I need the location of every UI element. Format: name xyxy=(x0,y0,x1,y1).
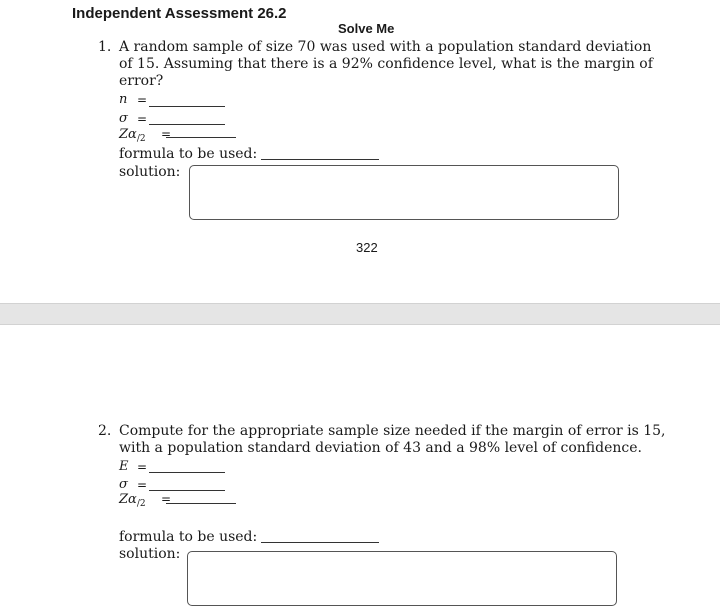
formula-answer-blank[interactable] xyxy=(261,542,379,543)
sigma-answer-blank[interactable] xyxy=(149,124,225,125)
question-text-line: A random sample of size 70 was used with a population standard deviation xyxy=(119,39,652,55)
assessment-title: Independent Assessment 26.2 xyxy=(72,5,287,22)
solution-answer-box[interactable] xyxy=(189,165,619,220)
question-number: 2. xyxy=(98,423,112,439)
variable-sigma-label: σ xyxy=(119,111,128,126)
equals-sign: = xyxy=(137,460,148,474)
formula-answer-blank[interactable] xyxy=(261,159,379,160)
question-text-line: error? xyxy=(119,73,164,89)
z-answer-blank[interactable] xyxy=(166,503,236,504)
n-answer-blank[interactable] xyxy=(149,106,225,107)
solution-answer-box[interactable] xyxy=(187,551,617,606)
z-alpha-subscript: /2 xyxy=(136,134,146,144)
page-break-divider xyxy=(0,303,720,325)
solution-label: solution: xyxy=(119,546,181,562)
variable-z-label xyxy=(119,492,146,509)
equals-sign: = xyxy=(137,93,148,107)
question-text-line: Compute for the appropriate sample size needed if the margin of error is 15, xyxy=(119,423,666,439)
page-number: 322 xyxy=(356,240,378,255)
section-subtitle: Solve Me xyxy=(338,21,395,36)
variable-e-label: E xyxy=(119,459,129,474)
variable-sigma-label: σ xyxy=(119,477,128,492)
sigma-answer-blank[interactable] xyxy=(149,490,225,491)
equals-sign: = xyxy=(137,112,148,126)
question-text-line: with a population standard deviation of 43 and a 98% level of confidence. xyxy=(119,440,642,456)
solution-label: solution: xyxy=(119,164,181,180)
equals-sign: = xyxy=(161,492,172,506)
e-answer-blank[interactable] xyxy=(149,472,225,473)
formula-label: formula to be used: xyxy=(119,146,258,162)
formula-label: formula to be used: xyxy=(119,529,258,545)
equals-sign: = xyxy=(137,478,148,492)
z-alpha-subscript: /2 xyxy=(136,499,146,509)
question-number: 1. xyxy=(98,39,112,55)
variable-z-label xyxy=(119,127,146,144)
variable-n-label: n xyxy=(119,92,128,107)
question-text-line: of 15. Assuming that there is a 92% confidence level, what is the margin of xyxy=(119,56,653,72)
equals-sign: = xyxy=(161,127,172,141)
z-alpha-symbol: Zα xyxy=(119,127,137,142)
z-answer-blank[interactable] xyxy=(166,137,236,138)
z-alpha-symbol: Zα xyxy=(119,492,137,507)
